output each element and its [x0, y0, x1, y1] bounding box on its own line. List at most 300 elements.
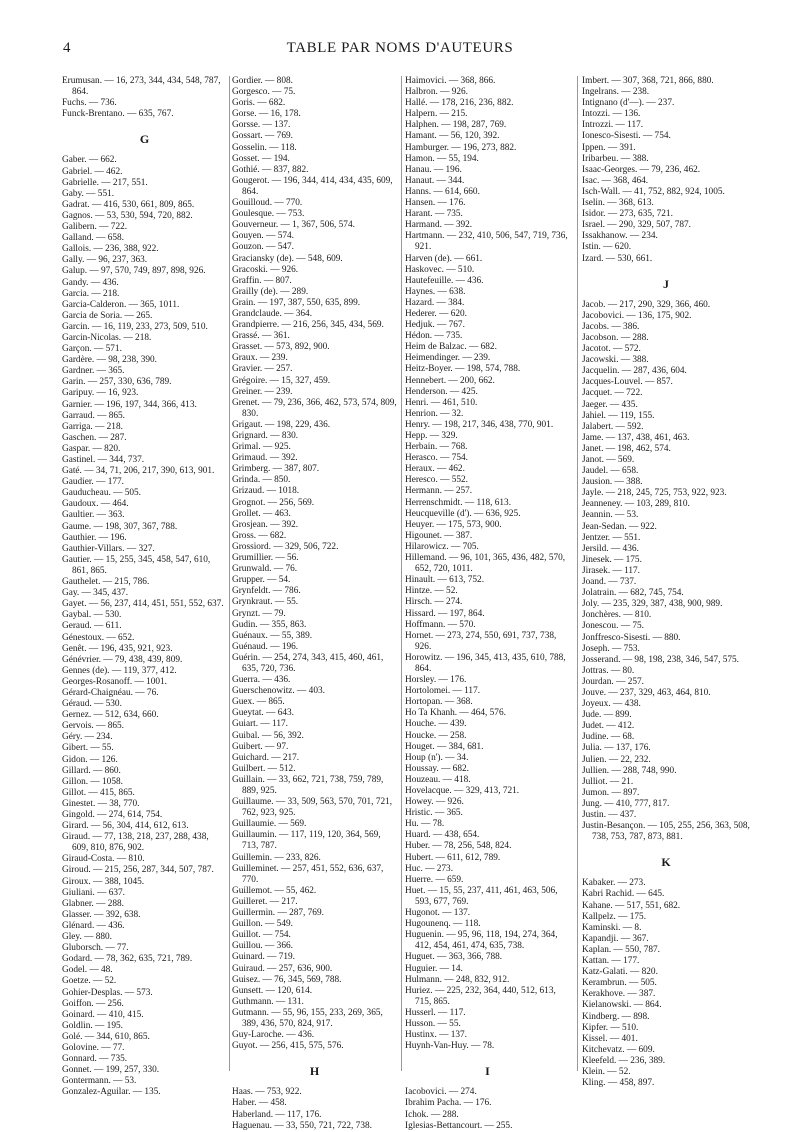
index-entry: Hoffmann. — 570.	[405, 619, 476, 630]
index-entry: Grignard. — 830.	[232, 431, 299, 441]
index-entry: Jacotot. — 572.	[582, 344, 641, 355]
index-entry: Jausion. — 388.	[582, 477, 643, 488]
index-entry: Jacobovici. — 136, 175, 902.	[582, 310, 692, 321]
index-entry: Ginestet. — 38, 770.	[62, 798, 140, 809]
index-entry: Gaber. — 662.	[62, 155, 117, 166]
index-entry: Ho Ta Khanh. — 464, 576.	[405, 708, 506, 719]
index-entry: Gervois. — 865.	[62, 721, 124, 732]
index-entry: Intignano (d'—). — 237.	[582, 98, 675, 109]
index-entry: Geraud. — 611.	[62, 621, 122, 632]
index-entry: Halphen. — 198, 287, 769.	[405, 120, 507, 131]
index-entry: Glabner. — 288.	[62, 898, 124, 909]
index-entry: Gardère. — 98, 238, 390.	[62, 355, 158, 366]
index-entry: Haynes. — 638.	[405, 286, 466, 297]
index-entry: Gracoski. — 926.	[232, 264, 299, 275]
section-letter: I	[485, 1064, 490, 1079]
index-entry: Higounet. — 387.	[405, 530, 473, 541]
index-entry: Kallpelz. — 175.	[582, 911, 647, 922]
index-entry: Klein. — 52.	[582, 1066, 631, 1077]
index-entry: Haimovici. — 368, 866.	[405, 76, 496, 86]
index-entry: Horsley. — 176.	[405, 675, 467, 686]
index-entry: Guénaud. — 196.	[232, 641, 299, 652]
index-entry: Hillemand. — 96, 101, 365, 436, 482, 570, 652, 720, 1011.	[405, 553, 566, 575]
section-letter: J	[663, 276, 669, 291]
index-entry: Huynh-Van-Huy. — 78.	[405, 1041, 495, 1052]
index-entry: Gutmann. — 55, 96, 155, 233, 269, 365, 389, 436, 570, 824, 917.	[232, 1007, 383, 1029]
index-entry: Huet. — 15, 55, 237, 411, 461, 463, 506, 593, 677, 769.	[405, 885, 558, 907]
index-entry: Iacobovici. — 274.	[405, 1087, 477, 1098]
index-entry: Georges-Rosanoff. — 1001.	[62, 676, 168, 687]
index-entry: Gandy. — 436.	[62, 277, 119, 288]
index-entry: Genêt. — 196, 435, 921, 923.	[62, 643, 173, 654]
index-entry: Jottras. — 80.	[582, 665, 635, 676]
index-entry: Heraux. — 462.	[405, 464, 465, 475]
index-entry: Gaudoux. — 464.	[62, 499, 129, 510]
index-entry: Horowitz. — 196, 345, 413, 435, 610, 788, 864.	[405, 652, 566, 674]
index-entry: Jacobs. — 386.	[582, 321, 640, 332]
index-entry: Golé. — 344, 610, 865.	[62, 1031, 150, 1042]
index-entry: Jaeger. — 435.	[582, 399, 638, 410]
index-entry: Hulmann. — 248, 832, 912.	[405, 974, 510, 985]
index-entry: Haskovec. — 510.	[405, 264, 475, 275]
index-entry: Huriez. — 225, 232, 364, 440, 512, 613, 715, 865.	[405, 985, 556, 1007]
index-entry: Gaby. — 551.	[62, 188, 115, 199]
index-entry: Huguenin. — 95, 96, 118, 194, 274, 364, 412, 454, 461, 474, 635, 738.	[405, 930, 558, 952]
index-entry: Hugonot. — 137.	[405, 908, 471, 919]
index-column-4	[582, 76, 750, 1089]
index-entry: Hristic. — 365.	[405, 808, 463, 819]
index-entry: Gouverneur. — 1, 367, 506, 574.	[232, 220, 355, 231]
index-entry: Guillain. — 33, 662, 721, 738, 759, 789, 889, 925.	[232, 774, 384, 796]
index-entry: Jentzer. — 551.	[582, 532, 641, 543]
column-rule	[229, 76, 230, 1071]
index-column-3	[405, 76, 570, 1132]
index-entry: Guilbert. — 512.	[232, 763, 296, 774]
index-entry: Julien. — 22, 232.	[582, 754, 651, 765]
index-entry: Génévrier. — 79, 438, 439, 809.	[62, 654, 183, 665]
index-entry: Kling. — 458, 897.	[582, 1078, 655, 1089]
index-entry: Isidor. — 273, 635, 721.	[582, 209, 673, 220]
section-letter: H	[309, 1064, 320, 1079]
index-entry: Grynfeldt. — 786.	[232, 586, 301, 597]
index-entry: Garin. — 257, 330, 636, 789.	[62, 377, 172, 388]
index-entry: Jonchères. — 810.	[582, 610, 652, 621]
index-entry: Giraud-Costa. — 810.	[62, 854, 145, 865]
index-entry: Imbert. — 307, 368, 721, 866, 880.	[582, 76, 714, 86]
index-entry: Guillaumie. — 569.	[232, 819, 307, 830]
index-entry: Kabaker. — 273.	[582, 878, 646, 889]
index-entry: Henry. — 198, 217, 346, 438, 770, 901.	[405, 419, 554, 430]
index-entry: Harant. — 735.	[405, 209, 463, 220]
index-entry: Goinard. — 410, 415.	[62, 1009, 144, 1020]
index-entry: Howey. — 926.	[405, 797, 464, 808]
index-entry: Kielanowski. — 864.	[582, 1000, 662, 1011]
index-entry: Hinault. — 613, 752.	[405, 575, 485, 586]
index-entry: Hortopan. — 368.	[405, 697, 473, 708]
index-entry: Hornet. — 273, 274, 550, 691, 737, 738, 926.	[405, 630, 557, 652]
index-entry: Ippen. — 391.	[582, 142, 636, 153]
index-entry: Gardner. — 365.	[62, 366, 125, 377]
index-entry: Julliot. — 21.	[582, 776, 634, 787]
index-entry: Guillemot. — 55, 462.	[232, 885, 317, 896]
index-entry: Heresco. — 552.	[405, 475, 468, 486]
index-entry: Kattan. — 177.	[582, 956, 640, 967]
index-entry: Guillaumin. — 117, 119, 120, 364, 569, 713, 787.	[232, 830, 381, 852]
index-entry: Jullien. — 288, 748, 990.	[582, 765, 677, 776]
index-entry: Kaminski. — 8.	[582, 922, 642, 933]
index-entry: Houche. — 439.	[405, 719, 467, 730]
index-entry: Gagnos. — 53, 530, 594, 720, 882.	[62, 210, 193, 221]
index-entry: Guilleminet. — 257, 451, 552, 636, 637, 770.	[232, 863, 384, 885]
index-entry: Iribarbeu. — 388.	[582, 153, 649, 164]
index-entry: Gorgesco. — 75.	[232, 87, 296, 98]
index-entry: Gravier. — 257.	[232, 364, 293, 375]
index-entry: Grunwald. — 76.	[232, 564, 298, 575]
index-entry: Jacobson. — 288.	[582, 332, 649, 343]
index-entry: Haber. — 458.	[232, 1098, 287, 1109]
index-entry: Hazard. — 384.	[405, 297, 465, 308]
index-entry: Guillermin. — 287, 769.	[232, 908, 324, 919]
index-entry: Houp (n'). — 34.	[405, 752, 469, 763]
index-entry: Guiraud. — 257, 636, 900.	[232, 963, 333, 974]
index-entry: Glasser. — 392, 638.	[62, 909, 141, 920]
index-entry: Gibert. — 55.	[62, 743, 114, 754]
index-entry: Gontermann. — 53.	[62, 1076, 137, 1087]
index-entry: Kahane. — 517, 551, 682.	[582, 900, 681, 911]
running-title: TABLE PAR NOMS D'AUTEURS	[286, 40, 514, 56]
index-entry: Hamburger. — 196, 273, 882.	[405, 142, 517, 153]
index-entry: Giroux. — 388, 1045.	[62, 876, 145, 887]
index-entry: Gingold. — 274, 614, 754.	[62, 810, 163, 820]
index-entry: Jalabert. — 592.	[582, 421, 644, 432]
index-entry: Gouzon. — 547.	[232, 242, 294, 253]
index-entry: Hennebert. — 200, 662.	[405, 375, 495, 386]
index-entry: Isaac-Georges. — 79, 236, 462.	[582, 164, 701, 175]
index-entry: Géraud. — 530.	[62, 699, 122, 710]
index-entry: Hédon. — 735.	[405, 331, 463, 342]
index-entry: Funck-Brentano. — 635, 767.	[62, 109, 174, 120]
index-entry: Huard. — 438, 654.	[405, 830, 480, 841]
index-entry: Grognot. — 256, 569.	[232, 497, 315, 508]
index-entry: Grassé. — 361.	[232, 331, 290, 342]
index-entry: Gadrat. — 416, 530, 661, 809, 865.	[62, 199, 195, 210]
index-entry: Gérard-Chaignéau. — 76.	[62, 687, 159, 698]
index-entry: Gunsett. — 120, 614.	[232, 985, 313, 996]
index-column-2	[232, 76, 397, 1132]
index-entry: Gorse. — 16, 178.	[232, 109, 301, 120]
index-entry: Giroud. — 215, 256, 287, 344, 507, 787.	[62, 865, 214, 876]
index-entry: Grynkraut. — 55.	[232, 597, 299, 608]
section-letter: K	[661, 855, 671, 870]
index-entry: Jeannin. — 53.	[582, 510, 639, 521]
index-entry: Hubert. — 611, 612, 789.	[405, 852, 501, 863]
index-entry: Hederer. — 620.	[405, 308, 467, 319]
index-entry: Isac. — 368, 464.	[582, 175, 649, 186]
index-entry: Godel. — 48.	[62, 965, 113, 976]
index-entry: Joseph. — 753.	[582, 643, 640, 654]
index-entry: Gauthier. — 196.	[62, 532, 127, 543]
index-entry: Joly. — 235, 329, 387, 438, 900, 989.	[582, 599, 723, 610]
index-entry: Gordier. — 808.	[232, 76, 293, 86]
index-entry: Jacques-Louvel. — 857.	[582, 377, 673, 388]
index-entry: Erumusan. — 16, 273, 344, 434, 548, 787, 864.	[62, 76, 221, 98]
index-entry: Houget. — 384, 681.	[405, 741, 484, 752]
index-entry: Hintze. — 52.	[405, 586, 458, 597]
index-entry: Gudin. — 355, 863.	[232, 619, 307, 630]
index-entry: Gaté. — 34, 71, 206, 217, 390, 613, 901.	[62, 466, 215, 477]
index-entry: Heim de Balzac. — 682.	[405, 342, 497, 353]
index-entry: Graux. — 239.	[232, 353, 288, 364]
index-entry: Goldlin. — 195.	[62, 1020, 123, 1031]
index-entry: Iselin. — 368, 613.	[582, 198, 654, 209]
index-entry: Jahiel. — 119, 155.	[582, 410, 655, 421]
index-entry: Introzzi. — 117.	[582, 120, 644, 131]
index-entry: Guerra. — 436.	[232, 675, 291, 686]
index-entry: Heuyer. — 175, 573, 900.	[405, 519, 502, 530]
index-entry: Garnier. — 196, 197, 344, 366, 413.	[62, 399, 197, 410]
index-entry: Houzeau. — 418.	[405, 774, 471, 785]
index-entry: Gillard. — 860.	[62, 765, 121, 776]
index-entry: Julia. — 137, 176.	[582, 743, 651, 754]
index-entry: Géry. — 234.	[62, 732, 113, 743]
index-entry: Goetze. — 52.	[62, 976, 117, 987]
index-entry: Grumillier. — 56.	[232, 553, 299, 564]
index-entry: Hustinx. — 137.	[405, 1030, 467, 1041]
index-entry: Goris. — 682.	[232, 98, 286, 109]
index-entry: Jonescou. — 75.	[582, 621, 644, 632]
index-entry: Gauthier-Villars. — 327.	[62, 543, 155, 554]
index-entry: Issakhanow. — 234.	[582, 231, 658, 242]
index-entry: Jude. — 899.	[582, 710, 632, 721]
index-entry: Fuchs. — 736.	[62, 98, 117, 109]
index-entry: Hortolomei. — 117.	[405, 686, 481, 697]
index-entry: Haberland. — 117, 176.	[232, 1109, 322, 1120]
index-entry: Grandclaude. — 364.	[232, 308, 313, 319]
index-entry: Jeanneney. — 103, 289, 810.	[582, 499, 690, 510]
index-entry: Gay. — 345, 437.	[62, 588, 129, 599]
index-entry: Guiart. — 117.	[232, 719, 288, 730]
index-entry: Kerakhove. — 387.	[582, 989, 656, 1000]
index-entry: Gaultier. — 363.	[62, 510, 125, 521]
index-entry: Iglesias-Bettancourt. — 255.	[405, 1120, 513, 1131]
index-entry: Hovelacque. — 329, 413, 721.	[405, 786, 520, 796]
index-entry: Hu. — 78.	[405, 819, 445, 830]
index-entry: Hepp. — 329.	[405, 431, 458, 441]
index-column-1	[62, 76, 227, 1098]
index-entry: Grosjean. — 392.	[232, 519, 299, 530]
index-entry: Génestoux. — 652.	[62, 632, 135, 643]
index-entry: Gross. — 682.	[232, 530, 287, 541]
page-number: 4	[63, 40, 71, 56]
index-entry: Intozzi. — 136.	[582, 109, 641, 120]
index-entry: Golovine. — 77.	[62, 1042, 125, 1053]
index-entry: Gillon. — 1058.	[62, 776, 123, 787]
index-entry: Joand. — 737.	[582, 577, 637, 588]
index-entry: Grasset. — 573, 892, 900.	[232, 342, 330, 353]
index-entry: Guillaume. — 33, 509, 563, 570, 701, 721, 762, 923, 925.	[232, 797, 393, 819]
index-entry: Justin. — 437.	[582, 810, 637, 820]
index-entry: Galup. — 97, 570, 749, 897, 898, 926.	[62, 266, 206, 277]
index-entry: Judet. — 412.	[582, 721, 635, 732]
index-entry: Hermann. — 257.	[405, 486, 473, 497]
index-entry: Haguenau. — 33, 550, 721, 722, 738.	[232, 1120, 372, 1131]
index-entry: Henrion. — 32.	[405, 408, 464, 419]
index-entry: Galibern. — 722.	[62, 222, 128, 233]
index-entry: Grossiord. — 329, 506, 722.	[232, 541, 339, 552]
index-entry: Hamon. — 55, 194.	[405, 153, 479, 164]
index-entry: Grynzt. — 79.	[232, 608, 286, 619]
index-entry: Guérin. — 254, 274, 343, 415, 460, 461, 635, 720, 736.	[232, 652, 384, 674]
index-entry: Grimberg. — 387, 807.	[232, 464, 320, 475]
index-entry: Guerschenowitz. — 403.	[232, 686, 325, 697]
index-entry: Hedjuk. — 767.	[405, 320, 465, 331]
index-entry: Galland. — 658.	[62, 233, 124, 244]
index-entry: Judine. — 68.	[582, 732, 635, 743]
index-entry: Janet. — 198, 462, 574.	[582, 443, 671, 454]
index-entry: Hamant. — 56, 120, 392.	[405, 131, 500, 142]
index-entry: Harven (de). — 661.	[405, 253, 483, 264]
index-entry: Gluborsch. — 77.	[62, 943, 129, 954]
index-entry: Gaspar. — 820.	[62, 443, 121, 454]
index-entry: Grégoire. — 15, 327, 459.	[232, 375, 331, 386]
index-entry: Jung. — 410, 777, 817.	[582, 798, 670, 809]
index-entry: Jean-Sedan. — 922.	[582, 521, 657, 532]
index-entry: Grollet. — 463.	[232, 508, 291, 519]
index-entry: Girard. — 56, 304, 414, 612, 613.	[62, 821, 189, 832]
index-entry: Garcia-Calderon. — 365, 1011.	[62, 299, 180, 310]
index-entry: Gley. — 880.	[62, 932, 113, 943]
index-entry: Kabri Rachid. — 645.	[582, 889, 665, 900]
index-entry: Hirsch. — 274.	[405, 597, 463, 608]
index-entry: Gernez. — 512, 634, 660.	[62, 710, 159, 721]
index-entry: Garçon. — 571.	[62, 344, 122, 355]
index-entry: Gothié. — 837, 882.	[232, 164, 309, 175]
index-entry: Gonzalez-Aguilar. — 135.	[62, 1087, 161, 1098]
index-entry: Gaume. — 198, 307, 367, 788.	[62, 521, 178, 532]
index-entry: Guénaux. — 55, 389.	[232, 630, 313, 641]
index-entry: Huguier. — 14.	[405, 963, 463, 974]
index-entry: Glénard. — 436.	[62, 920, 125, 931]
index-entry: Garcin. — 16, 119, 233, 273, 509, 510.	[62, 321, 208, 332]
index-entry: Hilarowicz. — 705.	[405, 541, 479, 552]
index-entry: Grizaud. — 1018.	[232, 486, 300, 497]
index-entry: Kipfer. — 510.	[582, 1022, 639, 1033]
index-entry: Ichok. — 288.	[405, 1109, 459, 1120]
index-entry: Jacquelin. — 287, 436, 604.	[582, 366, 687, 377]
index-entry: Gouyen. — 574.	[232, 231, 294, 242]
index-entry: Heitz-Boyer. — 198, 574, 788.	[405, 364, 521, 375]
index-entry: Godard. — 78, 362, 635, 721, 789.	[62, 954, 193, 965]
index-entry: Hissard. — 197, 864.	[405, 608, 485, 619]
index-entry: Harmand. — 392.	[405, 220, 473, 231]
index-entry: Gautier. — 15, 255, 345, 458, 547, 610, 861, 865.	[62, 554, 211, 576]
index-entry: Grimaud. — 392.	[232, 453, 298, 464]
index-entry: Hansen. — 176.	[405, 198, 466, 209]
index-entry: Gayet. — 56, 237, 414, 451, 551, 552, 637.	[62, 599, 224, 610]
index-entry: Jouve. — 237, 329, 463, 464, 810.	[582, 687, 711, 698]
index-entry: Graciansky (de). — 548, 609.	[232, 253, 343, 264]
index-entry: Gidon. — 126.	[62, 754, 118, 765]
index-entry: Goulesque. — 753.	[232, 209, 305, 220]
index-entry: Jacquet. — 722.	[582, 388, 643, 399]
index-entry: Goiffon. — 256.	[62, 998, 124, 1009]
index-entry: Hanaut. — 344.	[405, 175, 465, 186]
index-entry: Izard. — 530, 661.	[582, 253, 653, 264]
index-entry: Garcia. — 218.	[62, 288, 120, 299]
index-entry: Grenet. — 79, 236, 366, 462, 573, 574, 809, 830.	[232, 397, 397, 419]
index-entry: Husserl. — 117.	[405, 1007, 466, 1018]
index-entry: Gaybal. — 530.	[62, 610, 122, 621]
index-entry: Hallé. — 178, 216, 236, 882.	[405, 98, 514, 109]
index-entry: Guyot. — 256, 415, 575, 576.	[232, 1041, 344, 1052]
index-entry: Ionesco-Sisesti. — 754.	[582, 131, 671, 142]
index-entry: Guy-Laroche. — 436.	[232, 1030, 315, 1041]
index-entry: Haas. — 753, 922.	[232, 1087, 302, 1098]
index-entry: Guex. — 865.	[232, 697, 285, 708]
index-entry: Gosselin. — 118.	[232, 142, 297, 153]
index-entry: Herbain. — 768.	[405, 442, 468, 453]
index-entry: Jacowski. — 388.	[582, 355, 649, 366]
index-entry: Jourdan. — 257.	[582, 676, 644, 687]
index-entry: Hartmann. — 232, 410, 506, 547, 719, 736, 921.	[405, 231, 568, 253]
index-entry: Garriga. — 218.	[62, 421, 123, 432]
index-entry: Grigaut. — 198, 229, 436.	[232, 419, 331, 430]
index-entry: Hugounenq. — 118.	[405, 919, 481, 930]
index-entry: Gauthelet. — 215, 786.	[62, 577, 150, 588]
index-entry: Gohier-Desplas. — 573.	[62, 987, 153, 998]
index-entry: Kleefeld. — 236, 389.	[582, 1055, 666, 1066]
index-entry: Jolatrain. — 682, 745, 754.	[582, 588, 684, 599]
index-entry: Istin. — 620.	[582, 242, 632, 253]
index-entry: Guinard. — 719.	[232, 952, 296, 963]
index-entry: Jacob. — 217, 290, 329, 366, 460.	[582, 299, 711, 310]
index-entry: Giraud. — 77, 138, 218, 237, 288, 438, 609, 810, 876, 902.	[62, 832, 209, 854]
index-entry: Gaudier. — 177.	[62, 477, 124, 488]
index-entry: Heimendinger. — 239.	[405, 353, 491, 364]
index-entry: Herrenschmidt. — 118, 613.	[405, 497, 512, 508]
index-entry: Gaschen. — 287.	[62, 432, 127, 443]
index-entry: Heucqueville (d'). — 636, 925.	[405, 508, 521, 519]
index-entry: Huerre. — 659.	[405, 874, 464, 885]
index-entry: Jersild. — 436.	[582, 543, 639, 554]
index-entry: Gorsse. — 137.	[232, 120, 291, 131]
index-entry: Husson. — 55.	[405, 1018, 461, 1029]
index-entry: Guibal. — 56, 392.	[232, 730, 304, 741]
index-entry: Gonnard. — 735.	[62, 1054, 128, 1065]
index-entry: Justin-Besançon. — 105, 255, 256, 363, 508, 738, 753, 787, 873, 881.	[582, 821, 750, 843]
index-entry: Guisez. — 76, 345, 569, 788.	[232, 974, 342, 985]
index-entry: Houssay. — 682.	[405, 763, 469, 774]
index-entry: Hanau. — 196.	[405, 164, 462, 175]
index-entry: Israel. — 290, 329, 507, 787.	[582, 220, 691, 231]
index-entry: Guichard. — 217.	[232, 752, 300, 763]
index-entry: Gallois. — 236, 388, 922.	[62, 244, 159, 255]
index-entry: Garipuy. — 16, 923.	[62, 388, 139, 399]
index-entry: Guillemin. — 233, 826.	[232, 852, 321, 863]
index-entry: Kindberg. — 898.	[582, 1011, 650, 1022]
index-entry: Grailly (de). — 289.	[232, 286, 309, 297]
index-entry: Garraud. — 865.	[62, 410, 125, 421]
index-entry: Henri. — 461, 510.	[405, 397, 478, 408]
index-entry: Gally. — 96, 237, 363.	[62, 255, 148, 266]
index-entry: Jumon. — 897.	[582, 787, 640, 798]
index-entry: Isch-Wall. — 41, 752, 882, 924, 1005.	[582, 186, 725, 197]
index-entry: Jonffresco-Sisesti. — 880.	[582, 632, 681, 643]
index-entry: Gougerot. — 196, 344, 414, 434, 435, 609, 864.	[232, 175, 393, 197]
index-entry: Gauducheau. — 505.	[62, 488, 142, 499]
index-entry: Guillou. — 366.	[232, 941, 293, 952]
index-entry: Huguet. — 363, 366, 788.	[405, 952, 503, 963]
